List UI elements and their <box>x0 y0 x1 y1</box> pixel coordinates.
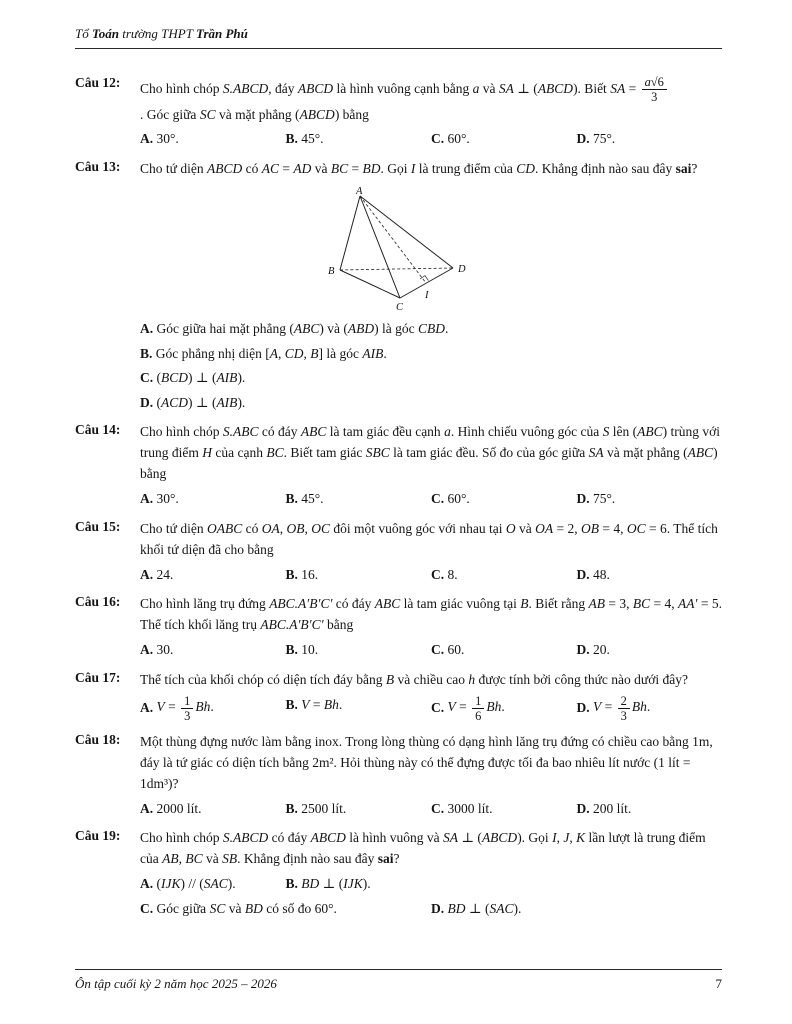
option-label: C. <box>431 566 445 582</box>
option-label: D. <box>576 699 590 715</box>
question-paragraph: Thể tích của khối chóp có diện tích đáy bằng B và chiều cao h được tính bởi công thức nào dưới đây? <box>140 671 688 687</box>
page-header <box>75 26 722 49</box>
answer-option <box>431 488 577 510</box>
question-body <box>140 670 722 723</box>
option-label: C. <box>140 370 154 386</box>
option-text: (IJK) // (SAC). <box>156 876 236 892</box>
vertex-label-d: D <box>458 264 466 275</box>
option-text: Góc phẳng nhị diện [A, CD, B] là góc AIB. <box>155 345 387 361</box>
answer-option <box>431 798 577 820</box>
option-text: 2000 lít. <box>156 800 202 816</box>
option-text: 30°. <box>156 491 179 507</box>
option-text: BD ⊥ (IJK). <box>301 876 371 892</box>
options-row <box>140 128 722 150</box>
option-label: B. <box>285 131 298 147</box>
edge-bd-hidden <box>340 268 453 270</box>
option-label: D. <box>576 800 590 816</box>
question-paragraph: Một thùng đựng nước làm bằng inox. Trong lòng thùng có dạng hình lăng trụ đứng có chiều cao bằng 1m, đáy là tứ giác có diện tích bằng 2m². Hỏi thùng này có thể đựng được tối đa bao nhiêu lít nước (1 lít = 1dm³)? <box>140 734 713 791</box>
options-row <box>140 898 722 920</box>
answer-option <box>431 694 577 724</box>
option-text: V = Bh. <box>301 696 343 712</box>
edge-ab <box>340 196 360 270</box>
question-number: Câu 19: <box>75 828 121 844</box>
answer-option <box>431 639 577 661</box>
option-text: V = $\frac{2}{3}$ Bh. <box>593 693 651 723</box>
answer-option <box>140 488 286 510</box>
option-label: B. <box>285 800 298 816</box>
option-text: 24. <box>156 566 174 582</box>
option-text: Góc giữa SC và BD có số đo 60°. <box>156 900 337 916</box>
option-label: D. <box>576 491 590 507</box>
option-label: A. <box>140 566 154 582</box>
answer-option <box>140 564 286 586</box>
option-label: D. <box>576 566 590 582</box>
answer-option <box>286 798 432 820</box>
question-paragraph: Cho hình chóp S.ABCD, đáy ABCD là hình vuông cạnh bằng a và SA ⊥ (ABCD). Biết SA = $\frac{a√6}{3}$ <box>140 75 722 105</box>
option-label: C. <box>431 131 445 147</box>
figure-tetrahedron <box>140 184 662 314</box>
options-row <box>140 392 722 414</box>
answer-option <box>140 392 722 414</box>
question-paragraph: Cho hình lăng trụ đứng ABC.A′B′C′ có đáy ABC là tam giác vuông tại B. Biết rằng AB = 3, BC = 4, AA′ = 5. Thể tích khối lăng trụ ABC.A′B′C′ bằng <box>140 596 722 633</box>
option-label: A. <box>140 699 154 715</box>
question-number: Câu 17: <box>75 669 121 685</box>
answer-option <box>140 694 286 724</box>
option-label: B. <box>285 696 298 712</box>
vertex-label-b: B <box>328 266 335 277</box>
options-row <box>140 873 722 895</box>
answer-option <box>140 318 722 340</box>
option-text: 16. <box>301 566 319 582</box>
question-block <box>75 828 722 919</box>
question-number: Câu 15: <box>75 518 121 534</box>
option-text: 8. <box>447 566 458 582</box>
option-text: 75°. <box>593 491 616 507</box>
question-body <box>140 594 722 660</box>
option-text: 30. <box>156 642 174 658</box>
option-label: D. <box>140 394 154 410</box>
answer-option <box>140 798 286 820</box>
option-label: C. <box>431 699 445 715</box>
answer-option <box>431 898 722 920</box>
answer-option <box>577 798 723 820</box>
question-body <box>140 159 722 413</box>
answer-option <box>286 488 432 510</box>
option-label: A. <box>140 876 154 892</box>
footer-title: Ôn tập cuối kỳ 2 năm học 2025 – 2026 <box>75 976 277 991</box>
option-label: C. <box>140 900 154 916</box>
option-text: 30°. <box>156 131 179 147</box>
option-label: C. <box>431 491 445 507</box>
question-body <box>140 732 722 819</box>
answer-option <box>286 694 432 724</box>
question-number: Câu 14: <box>75 422 121 438</box>
question-block <box>75 670 722 723</box>
vertex-label-i: I <box>425 290 429 301</box>
header-title: Tổ Toán trường THPT Trần Phú <box>75 26 248 41</box>
answer-option <box>431 128 577 150</box>
option-label: A. <box>140 642 154 658</box>
option-label: C. <box>431 642 445 658</box>
question-paragraph: Cho hình chóp S.ABC có đáy ABC là tam giác đều cạnh a. Hình chiếu vuông góc của S lên (ABC) trùng với trung điểm H của cạnh BC. Biết tam giác SBC là tam giác đều. Số đo của góc giữa SA và mặt phẳng (ABC) bằng <box>140 424 721 482</box>
option-text: V = $\frac{1}{3}$ Bh. <box>156 693 214 723</box>
question-block <box>75 75 722 150</box>
answer-option <box>577 639 723 661</box>
question-body <box>140 422 722 509</box>
options-row <box>140 639 722 661</box>
answer-option <box>140 873 286 895</box>
option-text: BD ⊥ (SAC). <box>447 900 522 916</box>
questions <box>75 75 722 919</box>
option-text: 60. <box>447 642 465 658</box>
option-text: 60°. <box>447 491 470 507</box>
option-label: A. <box>140 131 154 147</box>
option-text: 45°. <box>301 131 324 147</box>
option-text: 48. <box>593 566 610 582</box>
answer-option <box>140 367 722 389</box>
option-text: 3000 lít. <box>447 800 493 816</box>
answer-option <box>577 128 723 150</box>
options-row <box>140 318 722 340</box>
option-label: B. <box>285 491 298 507</box>
option-text: 200 lít. <box>593 800 632 816</box>
question-paragraph: Cho tứ diện OABC có OA, OB, OC đôi một vuông góc với nhau tại O và OA = 2, OB = 4, OC = 6. Thể tích khối tứ diện đã cho bằng <box>140 520 718 557</box>
options-row <box>140 343 722 365</box>
answer-option <box>431 564 577 586</box>
option-text: 75°. <box>593 131 616 147</box>
fraction: $\frac{a√6}{3}$ <box>642 75 667 105</box>
option-label: D. <box>576 131 590 147</box>
option-label: A. <box>140 321 154 336</box>
option-label: A. <box>140 491 154 507</box>
options-row <box>140 367 722 389</box>
options-row <box>140 694 722 724</box>
answer-option <box>140 343 722 365</box>
question-number: Câu 12: <box>75 75 121 90</box>
options-row <box>140 488 722 510</box>
option-text: 45°. <box>301 491 324 507</box>
option-text: V = $\frac{1}{6}$ Bh. <box>447 693 505 723</box>
question-block <box>75 159 722 413</box>
question-block <box>75 519 722 585</box>
page-footer <box>75 969 722 992</box>
answer-option <box>140 128 286 150</box>
answer-option <box>286 128 432 150</box>
answer-option <box>140 639 286 661</box>
option-text: 10. <box>301 642 319 658</box>
question-body <box>140 519 722 585</box>
question-body <box>140 75 722 150</box>
question-number: Câu 16: <box>75 594 121 610</box>
answer-option <box>577 694 723 724</box>
option-text: (ACD) ⊥ (AIB). <box>156 394 246 410</box>
option-label: B. <box>140 345 153 361</box>
options-row <box>140 798 722 820</box>
fraction: $\frac{1}{3}$ <box>181 694 193 724</box>
question-body <box>140 828 722 919</box>
option-label: B. <box>285 566 298 582</box>
option-label: D. <box>431 900 445 916</box>
option-text: 2500 lít. <box>301 800 347 816</box>
answer-option <box>286 564 432 586</box>
option-text: (BCD) ⊥ (AIB). <box>156 370 246 386</box>
page-number: 7 <box>715 976 722 991</box>
question-block <box>75 732 722 819</box>
question-paragraph: Cho tứ diện ABCD có AC = AD và BC = BD. Gọi I là trung điểm của CD. Khẳng định nào sau đây sai? <box>140 161 698 177</box>
option-label: B. <box>285 642 298 658</box>
fraction: $\frac{2}{3}$ <box>618 694 630 724</box>
answer-option <box>577 488 723 510</box>
question-number: Câu 18: <box>75 732 121 748</box>
option-label: D. <box>576 642 590 658</box>
question-number: Câu 13: <box>75 159 121 175</box>
question-block <box>75 422 722 509</box>
options-row <box>140 564 722 586</box>
question-paragraph: . Góc giữa SC và mặt phẳng (ABCD) bằng <box>140 106 369 122</box>
vertex-label-c: C <box>396 302 404 313</box>
option-text: 20. <box>593 642 610 658</box>
option-label: A. <box>140 800 154 816</box>
answer-option <box>577 564 723 586</box>
vertex-label-a: A <box>356 186 363 197</box>
fraction: $\frac{1}{6}$ <box>472 694 484 724</box>
answer-option <box>286 639 432 661</box>
option-text: Góc giữa hai mặt phẳng (ABC) và (ABD) là góc CBD. <box>156 321 449 336</box>
answer-option <box>286 873 432 895</box>
answer-option <box>140 898 431 920</box>
option-label: B. <box>285 876 298 892</box>
option-label: C. <box>431 800 445 816</box>
option-text: 60°. <box>447 131 470 147</box>
question-paragraph: Cho hình chóp S.ABCD có đáy ABCD là hình vuông và SA ⊥ (ABCD). Gọi I, J, K lần lượt là trung điểm của AB, BC và SB. Khẳng định nào sau đây sai? <box>140 830 706 867</box>
question-block <box>75 594 722 660</box>
